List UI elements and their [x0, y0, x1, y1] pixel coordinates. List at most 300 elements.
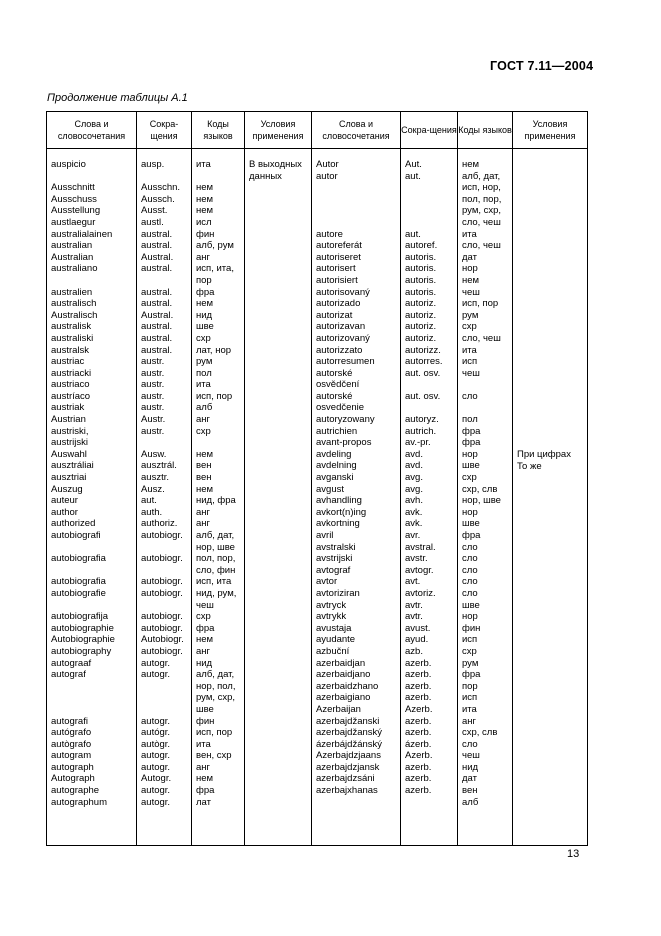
cell-line: autograf: [51, 669, 86, 681]
cell-line: сло: [462, 553, 478, 565]
cell-line: azerbajdžanský: [316, 727, 383, 739]
cell-line: avustaja: [316, 622, 352, 634]
cell-line: схр: [196, 332, 211, 344]
cell-line: нем: [196, 448, 214, 460]
cell-line: анг: [196, 506, 210, 518]
cell-line: алб: [196, 402, 213, 414]
cell-line: avust.: [405, 622, 431, 634]
cell-line: autorské: [316, 390, 353, 402]
cell-line: шве: [462, 518, 480, 530]
cell-line: фра: [462, 530, 481, 541]
cell-line: austral.: [141, 228, 173, 240]
right-words-column: [312, 149, 400, 797]
cell-line: фра: [462, 425, 481, 437]
cell-line: avkortning: [316, 518, 360, 530]
cell-line: Austral.: [141, 309, 174, 321]
standard-designation: ГОСТ 7.11—2004: [490, 59, 594, 73]
cell-line: нор, шве: [462, 495, 501, 507]
cell-line: auth.: [141, 506, 163, 518]
cell-line: нем: [196, 193, 214, 205]
header-words-right: Слова и словосочетания: [312, 112, 401, 149]
cell-line: avkort(n)ing: [316, 506, 367, 518]
header-abbreviations: Сокра-щения: [137, 112, 192, 149]
cell-line: autogr.: [141, 761, 171, 773]
cell-line: autobiogr.: [141, 611, 183, 623]
cell-line: autobiogr.: [141, 587, 183, 599]
cell-line: [405, 205, 457, 217]
cell-line: Austral.: [141, 251, 174, 263]
cell-line: сло, чеш: [462, 332, 501, 344]
cell-line: [316, 182, 400, 194]
cell-line: вен: [462, 785, 478, 797]
cell-line: avstralski: [316, 541, 356, 553]
cell-line: azerbaidjan: [316, 657, 366, 669]
cell-line: рум, схр,: [196, 692, 236, 704]
cell-line: [141, 437, 191, 449]
cell-line: пор: [462, 680, 478, 692]
cell-line: ayud.: [405, 634, 429, 646]
cell-line: autobiogr.: [141, 576, 183, 588]
cell-line: Austr.: [141, 414, 166, 426]
cell-line: исп, пор: [196, 727, 233, 739]
cell-line: austr.: [141, 425, 165, 437]
cell-line: autobiogr.: [141, 645, 183, 657]
cell-line: [141, 542, 191, 554]
cell-line: [405, 379, 457, 391]
cell-line: схр, слв: [462, 483, 498, 495]
cell-line: avk.: [405, 518, 423, 530]
cell-line: autorizat: [316, 309, 353, 321]
cell-line: azerbajdžanski: [316, 715, 380, 727]
cell-line: autogr.: [141, 715, 171, 727]
cell-line: autorizz.: [405, 344, 441, 356]
cell-line: autoriseret: [316, 251, 361, 263]
cell-line: Autogr.: [141, 773, 172, 785]
cell-line: нид: [462, 761, 479, 773]
cell-line: osvědčení: [316, 379, 360, 391]
cell-line: схр: [462, 472, 477, 484]
cell-line: avg.: [405, 483, 423, 495]
cell-line: Australian: [51, 251, 94, 263]
cell-line: [51, 681, 136, 693]
cell-line: autogr.: [141, 785, 171, 797]
cell-line: Aussch.: [141, 193, 175, 205]
cell-line: autogr.: [141, 669, 171, 681]
cell-line: autógr.: [141, 727, 171, 739]
cell-line: autobiografi: [51, 530, 101, 541]
cell-line: [141, 171, 191, 183]
cell-line: пол: [196, 367, 212, 379]
cell-line: [141, 692, 191, 704]
cell-line: Ausst.: [141, 205, 168, 217]
cell-line: [141, 565, 191, 577]
cell-line: То же: [517, 460, 542, 472]
cell-line: фра: [462, 437, 481, 449]
cell-line: autobiographie: [51, 622, 114, 634]
cell-line: austral.: [141, 298, 173, 310]
header-language-codes: Коды языков: [192, 112, 245, 149]
cell-line: алб, рум: [196, 240, 234, 252]
right-conditions-note: [513, 149, 587, 472]
cell-line: нор: [462, 263, 478, 275]
cell-line: фра: [196, 286, 215, 298]
cell-line: autorské: [316, 367, 353, 379]
cell-line: сло: [462, 576, 478, 588]
header-conditions-right: Условия применения: [513, 112, 588, 149]
cell-line: пор: [196, 274, 212, 286]
cell-line: ayudante: [316, 634, 356, 646]
cell-line: [196, 437, 244, 449]
cell-line: autobiografia: [51, 576, 106, 588]
cell-line: autorizado: [316, 298, 361, 310]
cell-line: нем: [196, 205, 214, 217]
cell-line: autoriz.: [405, 309, 437, 321]
left-abbreviations-column: [137, 149, 191, 808]
cell-line: Ausschuss: [51, 193, 97, 205]
cell-line: фра: [462, 669, 481, 681]
cell-line: azerbaidzhano: [316, 680, 379, 692]
cell-line: autoris.: [405, 251, 437, 263]
cell-line: схр: [462, 321, 477, 333]
cell-line: Auszug: [51, 483, 83, 495]
cell-left-codes: [192, 149, 245, 846]
cell-line: austriacki: [51, 367, 92, 379]
cell-line: [462, 379, 512, 391]
cell-line: фра: [196, 785, 215, 797]
cell-line: azerb.: [405, 761, 432, 773]
left-conditions-note: [245, 149, 311, 182]
cell-line: анг: [196, 645, 210, 657]
cell-line: Azerbaijan: [316, 703, 361, 715]
cell-line: дат: [462, 251, 477, 263]
table-header-row: [47, 112, 588, 149]
cell-line: пол, пор,: [462, 193, 502, 205]
cell-line: austr.: [141, 379, 165, 391]
cell-line: austriski,: [51, 425, 89, 437]
cell-line: autoryzowany: [316, 414, 375, 426]
cell-line: нем: [196, 634, 214, 646]
cell-line: austr.: [141, 402, 165, 414]
cell-line: нор, шве: [196, 541, 235, 553]
cell-left-words: [47, 149, 137, 846]
cell-line: avd.: [405, 448, 423, 460]
cell-line: чеш: [462, 750, 480, 762]
cell-line: лат: [196, 796, 211, 808]
cell-line: Ausschnitt: [51, 182, 95, 194]
cell-right-notes: [513, 149, 588, 846]
cell-line: austr.: [141, 356, 165, 368]
cell-line: azerbajdzjansk: [316, 761, 380, 773]
cell-line: avt.: [405, 576, 421, 588]
cell-line: Autograph: [51, 773, 95, 785]
cell-line: шве: [462, 460, 480, 472]
cell-line: ázerb.: [405, 738, 432, 750]
cell-line: сло: [462, 564, 478, 576]
cell-line: сло, чеш: [462, 216, 501, 228]
cell-line: анг: [196, 761, 210, 773]
cell-line: authorized: [51, 518, 96, 530]
cell-line: avril: [316, 530, 334, 541]
cell-line: australisch: [51, 298, 97, 310]
cell-line: autograaf: [51, 657, 92, 669]
cell-line: autorisovaný: [316, 286, 370, 298]
cell-line: aut.: [405, 170, 421, 182]
cell-line: austral.: [141, 263, 173, 275]
cell-line: фра: [196, 622, 215, 634]
cell-line: ausztriai: [51, 472, 87, 484]
cell-line: australien: [51, 286, 93, 298]
cell-line: ита: [462, 703, 477, 715]
cell-line: azerbaidjano: [316, 669, 371, 681]
cell-line: нид: [196, 657, 213, 669]
cell-line: aut.: [405, 228, 421, 240]
cell-line: [405, 182, 457, 194]
cell-line: фин: [196, 228, 215, 240]
cell-line: исп: [462, 356, 478, 368]
cell-line: austral.: [141, 344, 173, 356]
right-abbreviations-column: [401, 149, 457, 797]
cell-line: вен: [196, 460, 212, 472]
cell-line: вен: [196, 472, 212, 484]
cell-line: autobiogr.: [141, 530, 183, 541]
cell-line: [51, 600, 136, 612]
cell-line: шве: [196, 321, 214, 333]
cell-line: avant-propos: [316, 437, 372, 449]
cell-line: austral.: [141, 240, 173, 252]
cell-line: ausztrál.: [141, 460, 177, 472]
cell-line: ита: [196, 379, 211, 391]
cell-line: avtor: [316, 576, 338, 588]
cell-line: данных: [249, 170, 282, 182]
page-number: 13: [567, 848, 580, 860]
cell-line: [405, 402, 457, 414]
cell-line: нид: [196, 309, 213, 321]
cell-line: avganski: [316, 472, 354, 484]
cell-line: azerb.: [405, 715, 432, 727]
cell-line: avstrijski: [316, 553, 353, 565]
cell-line: исп: [462, 692, 478, 704]
header-words: Слова и словосочетания: [47, 112, 137, 149]
cell-line: исп, пор: [196, 390, 233, 402]
cell-line: aut. osv.: [405, 390, 441, 402]
cell-line: нор: [462, 506, 478, 518]
cell-line: autographe: [51, 785, 100, 797]
cell-line: azerb.: [405, 773, 432, 785]
cell-line: avtograf: [316, 564, 351, 576]
cell-line: avtogr.: [405, 564, 434, 576]
cell-line: autore: [316, 228, 343, 240]
cell-line: australiski: [51, 332, 94, 344]
cell-line: [51, 275, 136, 287]
cell-line: рум, схр,: [462, 205, 502, 217]
cell-line: Auswahl: [51, 448, 87, 460]
cell-line: autogr.: [141, 750, 171, 762]
cell-line: рум: [462, 657, 479, 669]
cell-line: [141, 275, 191, 287]
cell-line: avtryck: [316, 599, 347, 611]
cell-line: нем: [462, 274, 480, 286]
left-words-column: [47, 149, 136, 808]
cell-line: [316, 217, 400, 229]
cell-line: шве: [196, 703, 214, 715]
cell-line: autoreferát: [316, 240, 362, 252]
cell-line: пол, пор,: [196, 553, 236, 565]
cell-line: authoriz.: [141, 518, 178, 530]
cell-line: [405, 217, 457, 229]
cell-line: схр, слв: [462, 727, 498, 739]
cell-line: avdeling: [316, 448, 352, 460]
cell-line: схр: [196, 611, 211, 623]
cell-line: autobiography: [51, 645, 112, 657]
cell-line: azb.: [405, 645, 423, 657]
header-abbreviations-right: Сокра-щения: [401, 112, 458, 149]
cell-line: autobiogr.: [141, 553, 183, 565]
cell-line: нид, рум,: [196, 587, 237, 599]
cell-line: исп, пор: [462, 298, 499, 310]
cell-line: пол: [462, 414, 478, 426]
cell-line: ausztráliai: [51, 460, 94, 472]
cell-line: Ausstellung: [51, 205, 101, 217]
cell-line: чеш: [462, 367, 480, 379]
cell-line: [141, 681, 191, 693]
cell-line: avhandling: [316, 495, 362, 507]
cell-line: austr.: [141, 367, 165, 379]
cell-line: autobiografie: [51, 587, 106, 599]
cell-line: autrichien: [316, 425, 358, 437]
cell-line: анг: [196, 414, 210, 426]
cell-line: ита: [462, 344, 477, 356]
cell-line: austral.: [141, 332, 173, 344]
cell-line: [51, 171, 136, 183]
cell-line: autobiografija: [51, 611, 109, 623]
cell-line: исп, нор,: [462, 182, 501, 194]
cell-line: autoref.: [405, 240, 438, 252]
cell-line: Azerb.: [405, 703, 433, 715]
cell-line: australialainen: [51, 228, 113, 240]
cell-line: avgust: [316, 483, 344, 495]
cell-line: avtrykk: [316, 611, 347, 623]
cell-line: чеш: [196, 599, 214, 611]
cell-line: анг: [196, 251, 210, 263]
cell-line: autógrafo: [51, 727, 92, 739]
cell-line: сло: [462, 738, 478, 750]
cell-line: нор: [462, 448, 478, 460]
cell-line: aut. osv.: [405, 367, 441, 379]
cell-line: чеш: [462, 286, 480, 298]
cell-line: austral.: [141, 321, 173, 333]
cell-line: avtoriz.: [405, 587, 436, 599]
left-codes-column: [192, 149, 244, 808]
cell-line: рум: [462, 309, 479, 321]
cell-line: [196, 171, 244, 183]
cell-right-words: [312, 149, 401, 846]
cell-line: нид, фра: [196, 495, 236, 507]
table-caption: Продолжение таблицы А.1: [47, 92, 188, 104]
cell-line: autogram: [51, 750, 92, 762]
cell-line: сло, фин: [196, 564, 236, 576]
cell-line: алб: [462, 796, 479, 808]
cell-line: нем: [196, 298, 214, 310]
cell-right-codes: [458, 149, 513, 846]
cell-line: av.-pr.: [405, 437, 431, 449]
cell-line: [141, 704, 191, 716]
header-language-codes-right: Коды языков: [458, 112, 513, 149]
cell-line: azerb.: [405, 669, 432, 681]
cell-line: avstral.: [405, 541, 436, 553]
cell-line: autoris.: [405, 274, 437, 286]
cell-line: autoryz.: [405, 414, 439, 426]
cell-line: алб, дат,: [196, 669, 235, 681]
cell-line: нем: [196, 182, 214, 194]
cell-line: autorizovaný: [316, 332, 370, 344]
cell-line: нор: [462, 611, 478, 623]
cell-line: autògr.: [141, 738, 171, 750]
cell-line: исл: [196, 216, 212, 228]
cell-line: avd.: [405, 460, 423, 472]
cell-line: Ausschn.: [141, 182, 181, 194]
cell-line: сло, чеш: [462, 240, 501, 252]
cell-line: auteur: [51, 495, 78, 507]
cell-line: autoriz.: [405, 321, 437, 333]
cell-line: [51, 565, 136, 577]
cell-line: austr.: [141, 390, 165, 402]
cell-line: austríaco: [51, 390, 91, 402]
cell-line: author: [51, 506, 78, 518]
cell-line: auspicio: [51, 159, 86, 170]
cell-line: [51, 542, 136, 554]
cell-line: сло: [462, 541, 478, 553]
cell-line: osvedčenie: [316, 402, 365, 414]
cell-line: autorresumen: [316, 356, 375, 368]
cell-line: azerbajxhanas: [316, 785, 378, 797]
cell-line: ита: [462, 228, 477, 240]
cell-line: autorisiert: [316, 274, 358, 286]
cell-line: фин: [462, 622, 481, 634]
cell-line: autoriz.: [405, 332, 437, 344]
cell-line: aut.: [141, 495, 157, 507]
cell-line: autogr.: [141, 657, 171, 669]
cell-line: australisk: [51, 321, 92, 333]
cell-right-abbrevs: [401, 149, 458, 846]
cell-line: лат, нор: [196, 344, 232, 356]
cell-line: алб, дат,: [196, 530, 235, 541]
cell-line: avg.: [405, 472, 423, 484]
cell-line: Autor: [316, 159, 339, 170]
cell-line: autoris.: [405, 286, 437, 298]
cell-line: ита: [196, 738, 211, 750]
cell-line: анг: [462, 715, 476, 727]
cell-line: avtoriziran: [316, 587, 360, 599]
cell-line: avh.: [405, 495, 423, 507]
cell-line: avr.: [405, 530, 421, 541]
cell-line: [316, 194, 400, 206]
cell-line: azerbajdzsáni: [316, 773, 375, 785]
abbreviation-table: [46, 111, 588, 846]
cell-line: azerb.: [405, 727, 432, 739]
cell-line: austlaegur: [51, 216, 96, 228]
cell-line: austl.: [141, 216, 164, 228]
cell-line: [141, 600, 191, 612]
cell-line: autorres.: [405, 356, 443, 368]
cell-line: avtr.: [405, 611, 423, 623]
cell-line: дат: [462, 773, 477, 785]
cell-line: Ausw.: [141, 448, 167, 460]
cell-line: анг: [196, 518, 210, 530]
cell-line: исп: [462, 634, 478, 646]
cell-line: australsk: [51, 344, 90, 356]
cell-line: avdelning: [316, 460, 357, 472]
cell-line: avstr.: [405, 553, 428, 565]
